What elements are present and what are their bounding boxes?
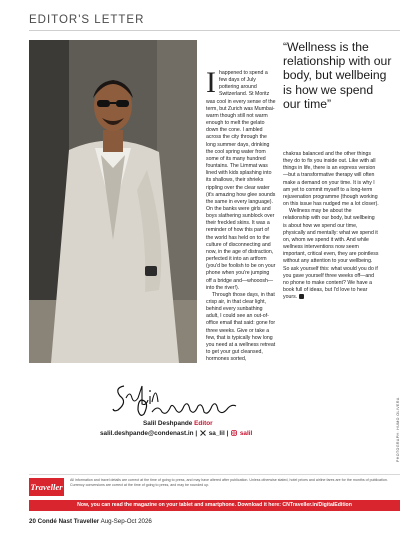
editor-name: Salil Deshpande bbox=[143, 420, 193, 427]
editor-photo bbox=[29, 40, 197, 363]
instagram-handle[interactable]: salil bbox=[239, 430, 253, 437]
publication-name: Condé Nast Traveller bbox=[37, 518, 100, 525]
article-paragraph: Through those days, in that crisp air, in that clear light, behind every sunbathing adult, I could see an out-of-office email that said: gone for three weeks. Give or take a few, that is typically how long you need at a wellness retreat to get your gut cleansed, hormones sorted, bbox=[206, 291, 276, 363]
legal-disclaimer: All information and travel details are correct at the time of going to press, and may have altered after publication. Unless otherwise stated, hotel prices and airline fares are for the months of publication. Currency conversions are correct at the time of going to press, and may be rounded up. bbox=[70, 478, 388, 487]
end-mark-icon bbox=[299, 294, 304, 299]
article-column-1 bbox=[206, 66, 276, 363]
editor-role: Editor bbox=[194, 420, 213, 427]
header-divider bbox=[29, 30, 400, 31]
article-column-2 bbox=[283, 151, 379, 301]
article-paragraph: happened to spend a few days of July pottering around Switzerland. St Moritz was cool in every sense of the term, but Zurich was Mumbai-warm though still not warm enough to melt the gelato down the cone. I ambled across the city through the long summer days, drinking the cool spring water from some of its many hundred fountains. The Limmat was lined with kids splashing into its shallows, their shrieks rippling over the clear water (it's amazing how glee sounds the same in every language). On the banks were girls and boys slathering sunblock over their freckled skins. It was a reminder of how this part of the world has held on to the culture of disconnecting and now, in the age of distraction, perfected it into an artform (you'd be foolish to be on your phone when you're jumping off a bridge and—whooosh—into the river!). bbox=[206, 70, 276, 291]
editor-name-line bbox=[143, 420, 213, 427]
handwritten-signature bbox=[112, 376, 242, 421]
page-folio bbox=[29, 518, 152, 525]
drop-cap: I bbox=[206, 66, 216, 99]
contact-line bbox=[100, 430, 252, 438]
instagram-icon bbox=[231, 430, 237, 438]
traveller-logo: Traveller bbox=[29, 478, 64, 496]
article-paragraph-text: Wellness may be about the relationship with our body, but wellbeing is about how we spend our time, physically and mentally: what we spend it on, whom we spend it with. And while wellness interventions now seem important, critical even, they are pointless without any attention to your wellbeing. So ask yourself this: what would you do if you gave yourself three weeks off—and no phone to make content? We have a book full of ideas, but I'd love to hear yours. bbox=[283, 208, 379, 301]
digital-edition-banner[interactable]: Now, you can read the magazine on your tablet and smartphone. Download it here: CNTraveller.in/DigitalEdition bbox=[29, 500, 400, 511]
article-paragraph: chakras balanced and the other things they do to fix you inside out. Like with all things in life, there is an express version—but a transformative therapy will often make a demand on your time. It is why I am yet to commit myself to a long-term rejuvenation programme (though working on this issue has nudged me a lot closer). bbox=[283, 151, 379, 208]
footer-divider bbox=[29, 474, 400, 475]
divider: | bbox=[195, 430, 199, 437]
editor-email[interactable]: salil.deshpande@condenast.in bbox=[100, 430, 194, 437]
issue-date: Aug-Sep-Oct 2026 bbox=[100, 518, 152, 525]
page-number: 20 bbox=[29, 518, 36, 525]
photo-credit: PHOTOGRAPH: HUMO OLIVERA bbox=[396, 397, 400, 462]
divider: | bbox=[226, 430, 231, 437]
x-handle[interactable]: sa_lil bbox=[208, 430, 225, 437]
section-title: EDITOR'S LETTER bbox=[29, 14, 145, 26]
article-paragraph bbox=[283, 208, 379, 301]
x-icon bbox=[200, 430, 206, 438]
pull-quote: “Wellness is the relationship with our body, but wellbeing is how we spend our time” bbox=[283, 40, 392, 111]
